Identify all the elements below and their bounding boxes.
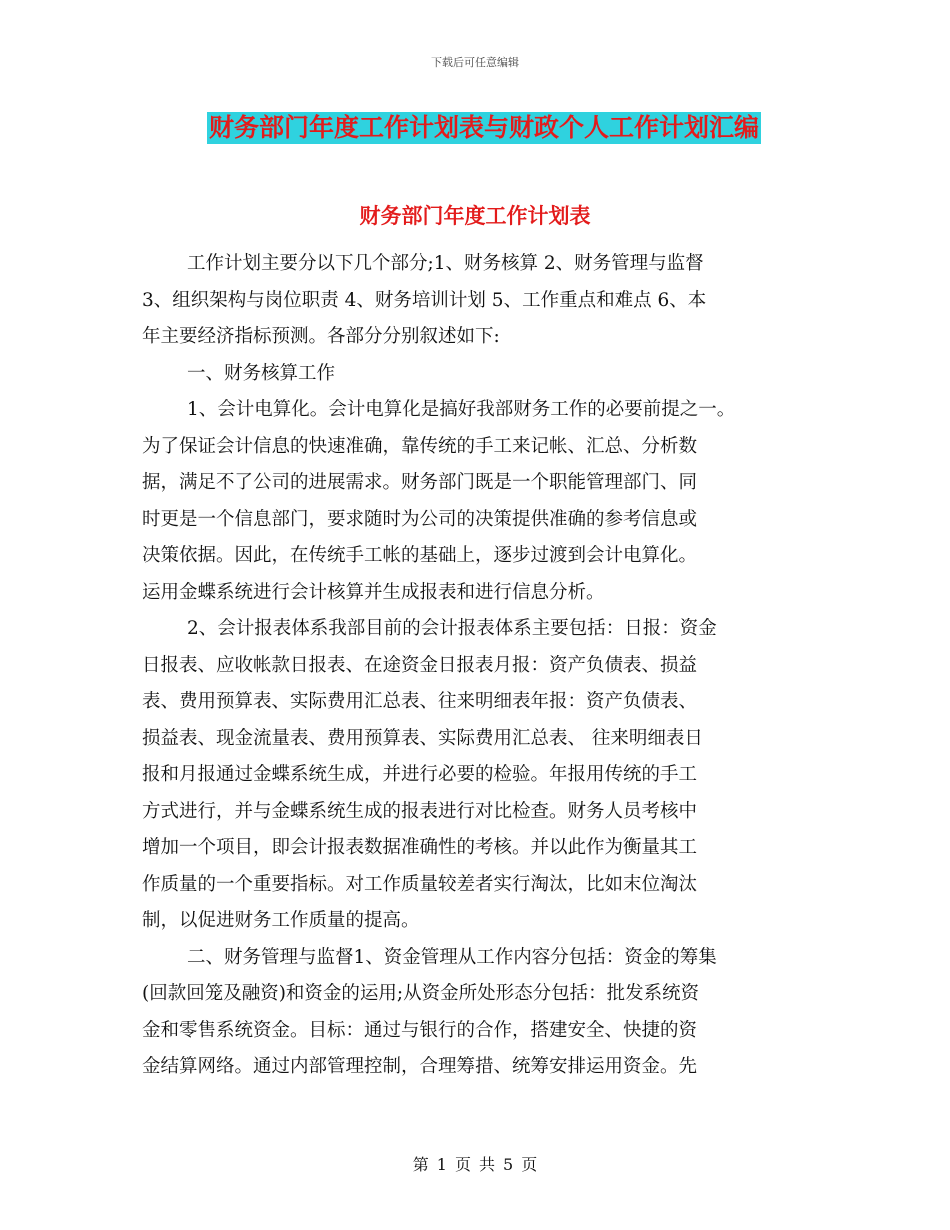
footer-page-word: 页 [454,1155,471,1174]
text-line: 报和月报通过金蝶系统生成，并进行必要的检验。年报用传统的手工 [142,764,698,785]
text-line: 方式进行，并与金蝶系统生成的报表进行对比检查。财务人员考核中 [142,800,698,822]
document-main-title: 财务部门年度工作计划表与财政个人工作计划汇编 [209,113,760,142]
section-title: 财务部门年度工作计划表 [359,204,591,228]
text-line: 为了保证会计信息的快速准确，靠传统的手工来记帐、汇总、分析数 [142,435,698,457]
text-line: 工作计划主要分以下几个部分;1、财务核算 2、财务管理与监督 [187,253,704,274]
text-line: 制，以促进财务工作质量的提高。 [142,910,420,931]
text-line: 金和零售系统资金。目标：通过与银行的合作，搭建安全、快捷的资 [142,1019,698,1041]
text-line: 表、费用预算表、实际费用汇总表、往来明细表年报：资产负债表、 [142,691,698,712]
footer-prefix: 第 [412,1155,429,1174]
text-line: 金结算网络。通过内部管理控制，合理筹措、统筹安排运用资金。先 [142,1056,698,1077]
text-line: 二、财务管理与监督1、资金管理从工作内容分包括：资金的筹集 [187,946,717,968]
text-line: 运用金蝶系统进行会计核算并生成报表和进行信息分析。 [142,581,605,603]
text-line: 决策依据。因此，在传统手工帐的基础上，逐步过渡到会计电算化。 [142,545,698,566]
text-line: 日报表、应收帐款日报表、在途资金日报表月报：资产负债表、损益 [142,654,698,676]
text-line: 年主要经济指标预测。各部分分别叙述如下: [142,326,500,347]
text-line: 损益表、现金流量表、费用预算表、实际费用汇总表、 往来明细表日 [142,727,703,749]
page-footer [0,1152,950,1175]
document-body [142,246,812,1086]
text-line: 一、财务核算工作 [187,362,336,384]
text-line: 时更是一个信息部门，要求随时为公司的决策提供准确的参考信息或 [142,508,698,530]
header-note: 下载后可任意编辑 [431,56,519,69]
text-line: 作质量的一个重要指标。对工作质量较差者实行淘汰，比如末位淘汰 [142,873,698,895]
footer-suffix: 页 [521,1155,538,1174]
footer-total-pages: 5 [503,1155,514,1174]
text-line: 据，满足不了公司的进展需求。财务部门既是一个职能管理部门、同 [142,472,698,493]
text-line: 1、会计电算化。会计电算化是搞好我部财务工作的必要前提之一。 [187,399,736,420]
text-line: 增加一个项目，即会计报表数据准确性的考核。并以此作为衡量其工 [142,837,698,858]
text-line: 2、会计报表体系我部目前的会计报表体系主要包括：日报：资金 [187,618,717,639]
footer-page-number: 1 [436,1155,447,1174]
text-line: 3、组织架构与岗位职责 4、财务培训计划 5、工作重点和难点 6、本 [142,289,707,311]
text-line: (回款回笼及融资)和资金的运用;从资金所处形态分包括：批发系统资 [142,983,700,1004]
footer-total-prefix: 共 [479,1155,496,1174]
